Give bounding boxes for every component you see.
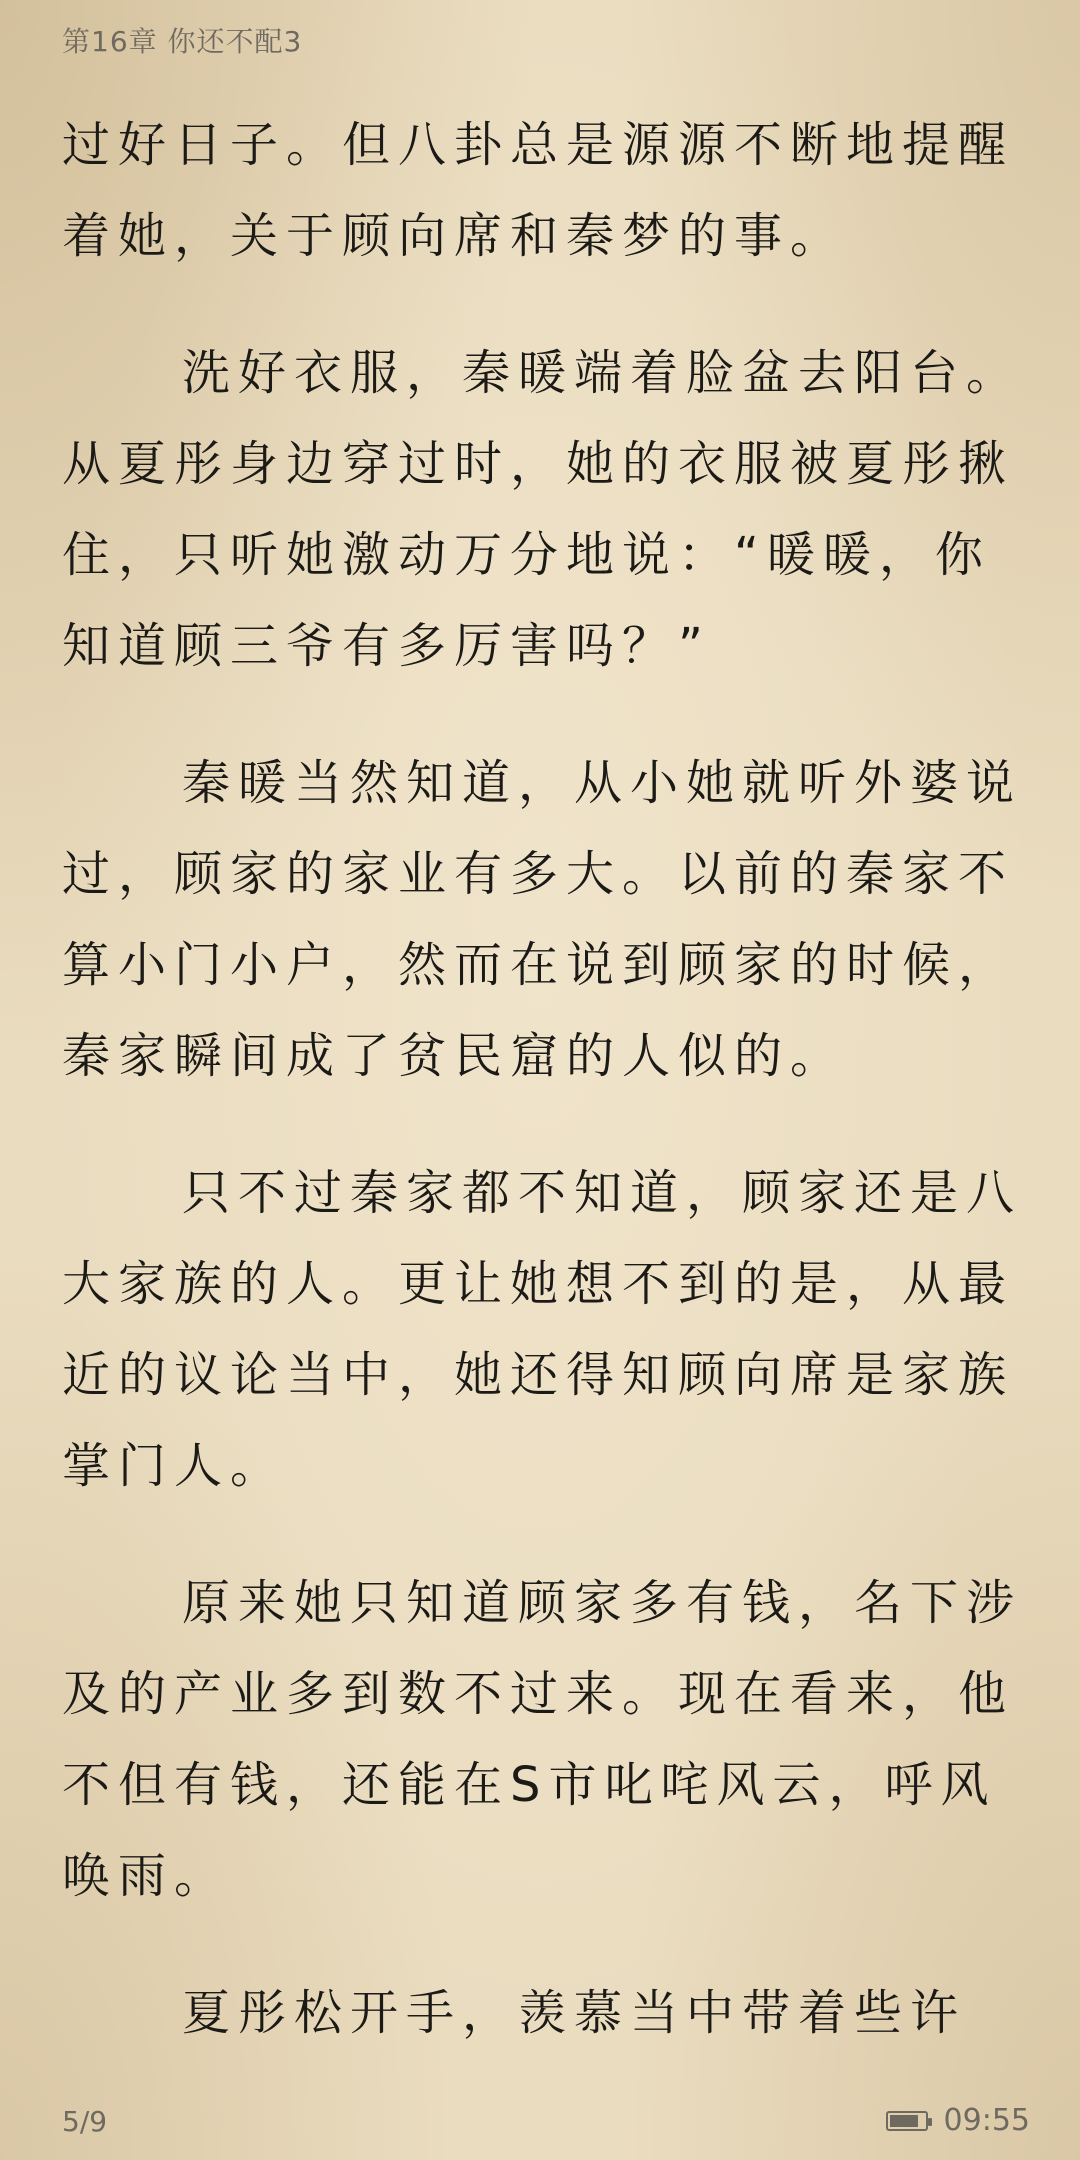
paragraph-6: 夏彤松开手，羡慕当中带着些许 [182,1985,967,2041]
paragraph-3: 秦暖当然知道，从小她就听外婆说过，顾家的家业有多大。以前的秦家不算小门小户，然而在说到顾家的时候，秦家瞬间成了贫民窟的人似的。 [62,755,1023,1084]
paragraph-1: 过好日子。但八卦总是源源不断地提醒着她，关于顾向席和秦梦的事。 [62,117,1015,264]
reading-content[interactable] [62,100,1022,2105]
battery-icon [886,2111,928,2131]
battery-fill [890,2115,919,2127]
paragraph-4: 只不过秦家都不知道，顾家还是八大家族的人。更让她想不到的是，从最近的议论当中，她还得知顾向席是家族掌门人。 [62,1165,1023,1494]
status-area [886,2103,1030,2138]
paragraph-2: 洗好衣服，秦暖端着脸盆去阳台。从夏彤身边穿过时，她的衣服被夏彤揪住，只听她激动万分地说：“暖暖，你知道顾三爷有多厉害吗？” [62,345,1023,674]
page-indicator: 5/9 [62,2105,108,2138]
clock-time: 09:55 [943,2103,1030,2138]
chapter-title: 第16章 你还不配3 [62,25,303,58]
paragraph-5: 原来她只知道顾家多有钱，名下涉及的产业多到数不过来。现在看来，他不但有钱，还能在S市叱咤风云，呼风唤雨。 [62,1575,1023,1904]
